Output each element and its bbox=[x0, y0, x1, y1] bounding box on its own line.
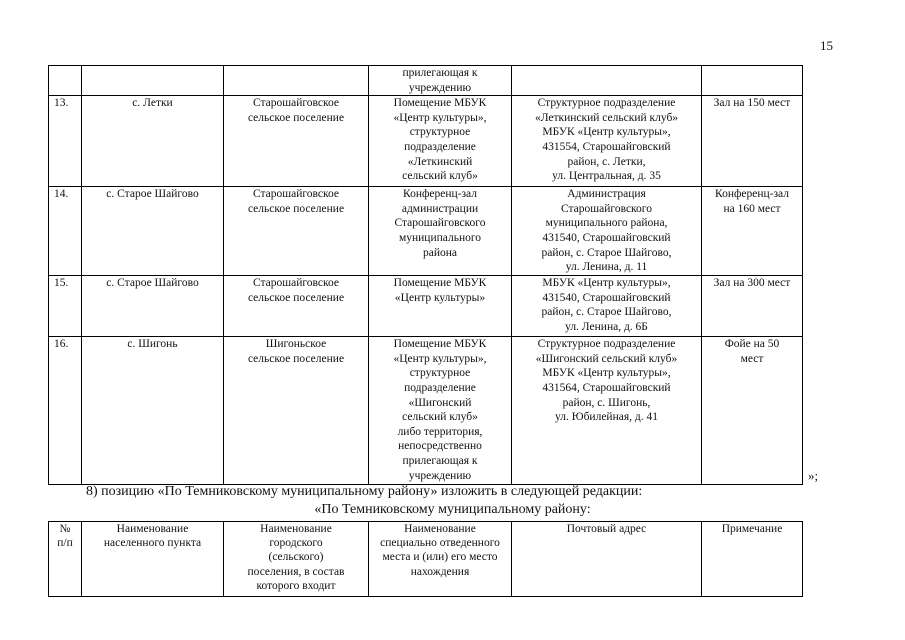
cell-num: 15. bbox=[49, 276, 82, 337]
cell-municipality: Шигоньское сельское поселение bbox=[224, 337, 369, 485]
cell-settlement: с. Старое Шайгово bbox=[82, 276, 224, 337]
cell-address: Структурное подразделение «Шигонский сельский клуб» МБУК «Центр культуры», 431564, Старошайговский район, с. Шигонь, ул. Юбилейная, д. 41 bbox=[512, 337, 702, 485]
cell-num: 16. bbox=[49, 337, 82, 485]
cell-note bbox=[702, 66, 803, 96]
cell-address: Администрация Старошайговского муниципального района, 431540, Старошайговский район, с. Старое Шайгово, ул. Ленина, д. 11 bbox=[512, 187, 702, 276]
cell-municipality: Старошайговское сельское поселение bbox=[224, 187, 369, 276]
table-row-continuation bbox=[49, 66, 803, 96]
cell-num: 13. bbox=[49, 96, 82, 187]
header-settlement: Наименование населенного пункта bbox=[82, 522, 224, 597]
cell-municipality: Старошайговское сельское поселение bbox=[224, 276, 369, 337]
temnikov-table-header bbox=[48, 521, 803, 597]
cell-address: Структурное подразделение «Леткинский сельский клуб» МБУК «Центр культуры», 431554, Старошайговский район, с. Летки, ул. Центральная, д. 35 bbox=[512, 96, 702, 187]
instruction-paragraph: 8) позицию «По Темниковскому муниципальному району» изложить в следующей редакции: bbox=[86, 484, 643, 499]
table-row bbox=[49, 337, 803, 485]
header-municipality: Наименование городского (сельского) поселения, в состав которого входит bbox=[224, 522, 369, 597]
venues-table bbox=[48, 65, 803, 485]
header-num: № п/п bbox=[49, 522, 82, 597]
table-row bbox=[49, 187, 803, 276]
header-note: Примечание bbox=[702, 522, 803, 597]
cell-settlement: с. Летки bbox=[82, 96, 224, 187]
cell-address: МБУК «Центр культуры», 431540, Старошайговский район, с. Старое Шайгово, ул. Ленина, д. 6Б bbox=[512, 276, 702, 337]
table-row bbox=[49, 96, 803, 187]
cell-address bbox=[512, 66, 702, 96]
cell-place: прилегающая к учреждению bbox=[369, 66, 512, 96]
cell-place: Помещение МБУК «Центр культуры», структурное подразделение «Леткинский сельский клуб» bbox=[369, 96, 512, 187]
closing-quote-mark: »; bbox=[808, 468, 819, 483]
page-number: 15 bbox=[820, 38, 833, 53]
cell-note: Конференц-зал на 160 мест bbox=[702, 187, 803, 276]
section-subtitle: «По Темниковскому муниципальному району: bbox=[314, 502, 591, 517]
cell-num: 14. bbox=[49, 187, 82, 276]
cell-note: Фойе на 50 мест bbox=[702, 337, 803, 485]
cell-note: Зал на 300 мест bbox=[702, 276, 803, 337]
cell-place: Помещение МБУК «Центр культуры», структурное подразделение «Шигонский сельский клуб» либо территория, непосредственно прилегающая к учреждению bbox=[369, 337, 512, 485]
cell-settlement: с. Старое Шайгово bbox=[82, 187, 224, 276]
cell-settlement bbox=[82, 66, 224, 96]
cell-num bbox=[49, 66, 82, 96]
table-header-row bbox=[49, 522, 803, 597]
table-row bbox=[49, 276, 803, 337]
header-address: Почтовый адрес bbox=[512, 522, 702, 597]
cell-note: Зал на 150 мест bbox=[702, 96, 803, 187]
cell-municipality: Старошайговское сельское поселение bbox=[224, 96, 369, 187]
cell-settlement: с. Шигонь bbox=[82, 337, 224, 485]
cell-municipality bbox=[224, 66, 369, 96]
header-place: Наименование специально отведенного места и (или) его место нахождения bbox=[369, 522, 512, 597]
cell-place: Конференц-зал администрации Старошайговского муниципального района bbox=[369, 187, 512, 276]
cell-place: Помещение МБУК «Центр культуры» bbox=[369, 276, 512, 337]
